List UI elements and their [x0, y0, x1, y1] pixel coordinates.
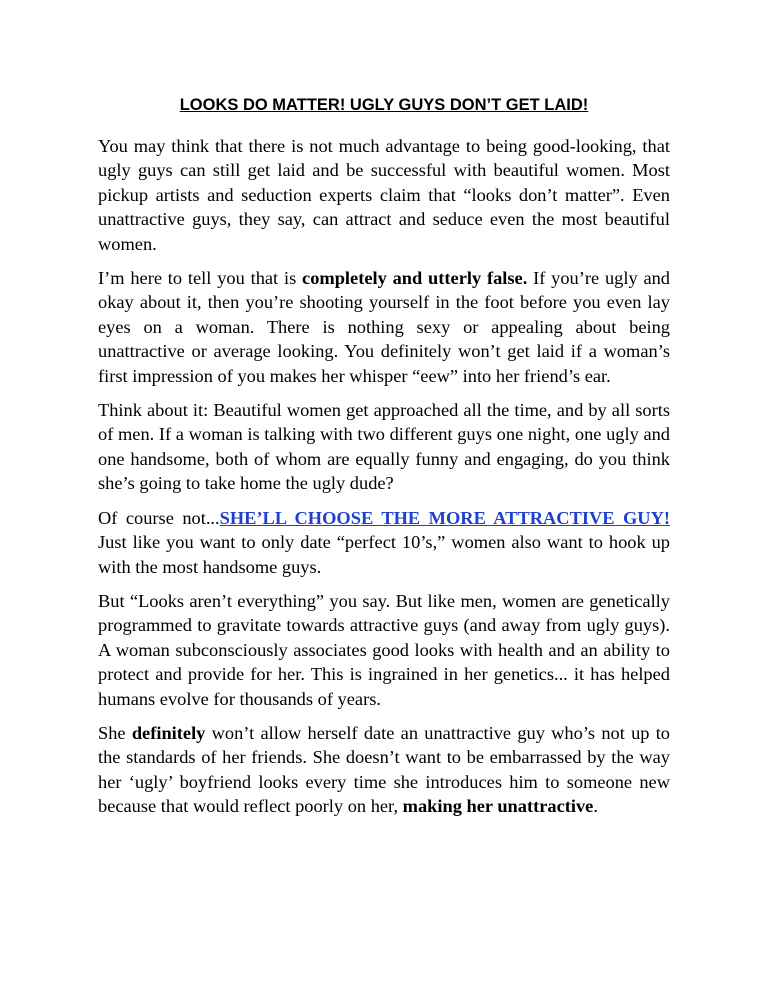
paragraph-2-bold: completely and utterly false.: [302, 268, 528, 289]
paragraph-2-text-b: If you’re ugly and okay about it, then you’re shooting yourself in the foot before you even lay eyes on a woman. There is nothing sexy or appealing about being unattractive or average looking. You definitely won’t get laid if a woman’s first impression of you makes her whisper “eew” into her friend’s ear.: [98, 268, 671, 386]
paragraph-6: [98, 721, 670, 819]
paragraph-6-bold-a: definitely: [131, 722, 206, 743]
paragraph-4-text-a: Of course not...: [98, 507, 220, 528]
paragraph-6-text-a: She: [98, 722, 132, 743]
paragraph-3: Think about it: Beautiful women get approached all the time, and by all sorts of men. If a woman is talking with two different guys one night, one ugly and one handsome, both of whom are equally funny and engaging, do you think she’s going to take home the ugly dude?: [98, 400, 670, 494]
paragraph-1: You may think that there is not much advantage to being good-looking, that ugly guys can still get laid and be successful with beautiful women. Most pickup artists and seduction experts claim that “looks don’t matter”. Even unattractive guys, they say, can attract and seduce even the most beautiful women.: [98, 136, 670, 254]
paragraph-6-text-c: .: [593, 796, 598, 817]
attractive-guy-link[interactable]: SHE’LL CHOOSE THE MORE ATTRACTIVE GUY!: [219, 507, 670, 528]
document-title: LOOKS DO MATTER! UGLY GUYS DON’T GET LAID!: [179, 96, 589, 114]
paragraph-4: [98, 506, 670, 579]
paragraph-6-text-b: won’t allow herself date an unattractive guy who’s not up to the standards of her friends. She doesn’t want to be embarrassed by the way her ‘ugly’ boyfriend looks every time she introduces him to someone new because that would reflect poorly on her,: [98, 722, 670, 817]
paragraph-4-text-b: Just like you want to only date “perfect 10’s,” women also want to hook up with the most handsome guys.: [98, 532, 670, 577]
paragraph-6-bold-b: making her unattractive: [402, 796, 594, 817]
paragraph-5: But “Looks aren’t everything” you say. But like men, women are genetically programmed to gravitate towards attractive guys (and away from ugly guys). A woman subconsciously associates good looks with health and an ability to protect and provide for her. This is ingrained in her genetics... it has helped humans evolve for thousands of years.: [98, 590, 670, 709]
paragraph-2-text-a: I’m here to tell you that is: [98, 268, 303, 289]
paragraph-2: [98, 266, 670, 388]
document-body: [98, 134, 670, 829]
